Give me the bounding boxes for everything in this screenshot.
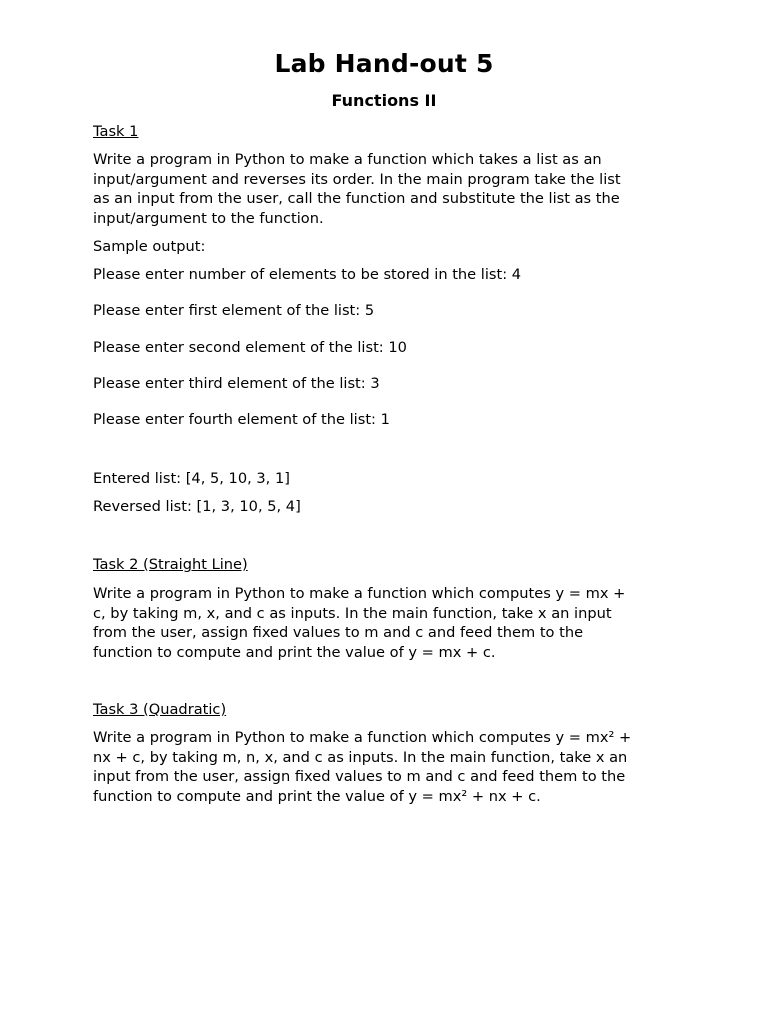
task2-description-line: from the user, assign fixed values to m and c and feed them to the: [93, 624, 584, 641]
task3-description-line: Write a program in Python to make a function which computes y = mx² +: [93, 729, 632, 746]
task3-description: [93, 728, 693, 806]
task3-description-line: function to compute and print the value of y = mx² + nx + c.: [93, 787, 541, 805]
task3-description-line: nx + c, by taking m, n, x, and c as inputs. In the main function, take x an: [93, 748, 628, 766]
task3-description-line: input from the user, assign fixed values to m and c and feed them to the: [93, 768, 626, 785]
task3-heading: Task 3 (Quadratic): [93, 701, 227, 718]
sample-output-line: Please enter second element of the list: 10: [93, 339, 407, 356]
task1-description-line: as an input from the user, call the function and substitute the list as the: [93, 190, 620, 207]
sample-output-label: Sample output:: [93, 238, 206, 255]
task2-description-line: function to compute and print the value of y = mx + c.: [93, 643, 496, 661]
document-subtitle: Functions II: [331, 91, 437, 110]
sample-output-line: Please enter third element of the list: 3: [93, 375, 380, 392]
task2-description-line: Write a program in Python to make a function which computes y = mx +: [93, 585, 626, 602]
task1-description-line: input/argument and reverses its order. In the main program take the list: [93, 170, 621, 188]
document-title: Lab Hand-out 5: [274, 49, 494, 78]
task1-description-line: Write a program in Python to make a function which takes a list as an: [93, 151, 602, 168]
task1-description: [93, 150, 693, 228]
sample-output-line: Please enter first element of the list: 5: [93, 302, 375, 319]
task2-heading: Task 2 (Straight Line): [93, 556, 248, 573]
entered-list-output: Entered list: [4, 5, 10, 3, 1]: [93, 470, 290, 487]
task2-description-line: c, by taking m, x, and c as inputs. In the main function, take x an input: [93, 604, 612, 622]
sample-output-line: Please enter fourth element of the list: 1: [93, 411, 390, 428]
sample-output-line: Please enter number of elements to be stored in the list: 4: [93, 266, 522, 283]
reversed-list-output: Reversed list: [1, 3, 10, 5, 4]: [93, 498, 301, 515]
task2-description: [93, 584, 693, 662]
task1-description-line: input/argument to the function.: [93, 209, 324, 227]
task1-heading: Task 1: [93, 123, 139, 140]
